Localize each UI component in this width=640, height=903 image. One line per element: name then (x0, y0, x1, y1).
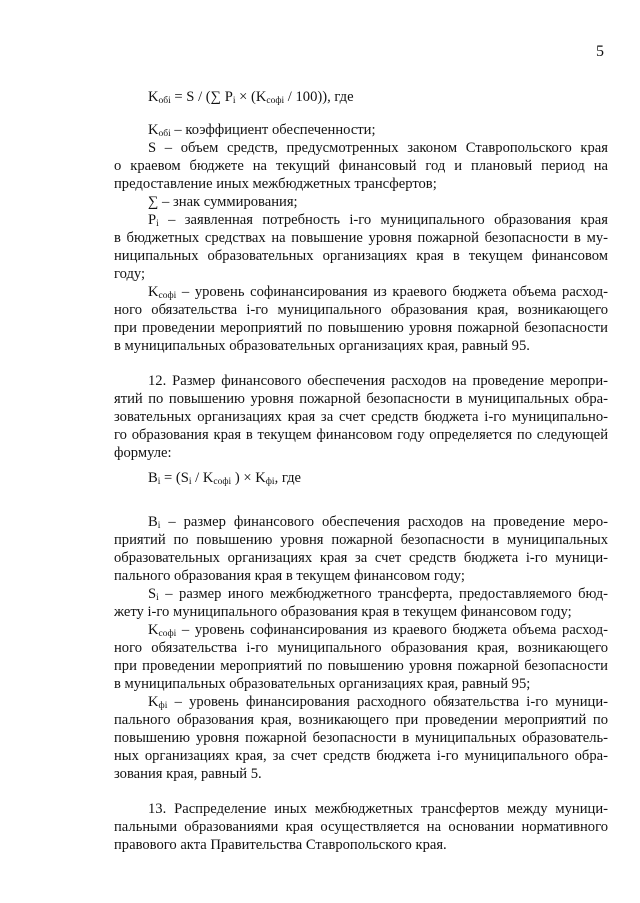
text-line: году; (114, 266, 146, 282)
text-line: зовательных организациях края за счет средств бюджета і-го муниципально- (114, 409, 608, 425)
text-line: в муниципальных образовательных организациях края, равный 95; (114, 676, 531, 692)
text-line: $K_{софі}$ – уровень софинансирования из краевого бюджета объема расход- (148, 622, 608, 639)
text-line: формуле: (114, 445, 172, 461)
formula-b-i: $B_i = (S_i / K_{софі}$ ) × $K_{фі}$, где (148, 470, 302, 487)
text-line: $K_{софі}$ – уровень софинансирования из краевого бюджета объема расход- (148, 284, 608, 301)
text-line: $S_i$ – размер иного межбюджетного трансферта, предоставляемого бюд- (148, 586, 608, 603)
text-line: при проведении мероприятий по повышению уровня пожарной безопасности (114, 658, 608, 674)
text-line: повышению уровня пожарной безопасности в муниципальных образователь- (114, 730, 608, 746)
text-line: $K_{обі}$ – коэффициент обеспеченности; (148, 122, 376, 139)
text-line: го образования края в текущем финансовом году определяется по следующей (114, 427, 608, 443)
text-line: приятий по повышению уровня пожарной безопасности в муниципальных (114, 532, 608, 548)
text-line: пального образования края в текущем финансовом году; (114, 568, 465, 584)
text-line: зования края, равный 5. (114, 766, 262, 782)
formula-k-obi: $K_{обі} = S$ / (∑ $P_i \times (K_{софі} / 100)$), где (148, 89, 354, 106)
text-line: ∑ – знак суммирования; (148, 194, 298, 210)
text-line: ятий по повышению уровня пожарной безопасности в муниципальных обра- (114, 391, 608, 407)
text-line: ного обязательства і-го муниципального образования края, возникающего (114, 302, 608, 318)
text-line: пальными образованиями края осуществляется на основании нормативного (114, 819, 608, 835)
text-line: пального образования края, возникающего при проведении мероприятий по (114, 712, 608, 728)
text-line: образовательных организациях края за счет средств бюджета і-го муници- (114, 550, 608, 566)
text-line: 12. Размер финансового обеспечения расходов на проведение меропри- (148, 373, 608, 389)
text-line: ниципальных образовательных организациях края в текущем финансовом (114, 248, 608, 264)
text-line: $P_i$ – заявленная потребность і-го муниципального образования края (148, 212, 608, 229)
text-line: в муниципальных образовательных организациях края, равный 95. (114, 338, 530, 354)
text-line: правового акта Правительства Ставропольского края. (114, 837, 447, 853)
text-line: в бюджетных средствах на повышение уровня пожарной безопасности в му- (114, 230, 608, 246)
text-line: S – объем средств, предусмотренных законом Ставропольского края (148, 140, 608, 156)
text-line: $K_{фі}$ – уровень финансирования расходного обязательства і-го муници- (148, 694, 608, 711)
text-line: жету і-го муниципального образования края в текущем финансовом году; (114, 604, 572, 620)
text-line: ного обязательства і-го муниципального образования края, возникающего (114, 640, 608, 656)
text-line: $B_i$ – размер финансового обеспечения расходов на проведение меро- (148, 514, 608, 531)
page-number: 5 (596, 43, 604, 60)
text-line: предоставление иных межбюджетных трансфертов; (114, 176, 437, 192)
text-line: ных организациях края, за счет средств бюджета і-го муниципального обра- (114, 748, 608, 764)
text-line: о краевом бюджете на текущий финансовый год и плановый период на (114, 158, 608, 174)
text-line: 13. Распределение иных межбюджетных трансфертов между муници- (148, 801, 608, 817)
text-line: при проведении мероприятий по повышению уровня пожарной безопасности (114, 320, 608, 336)
